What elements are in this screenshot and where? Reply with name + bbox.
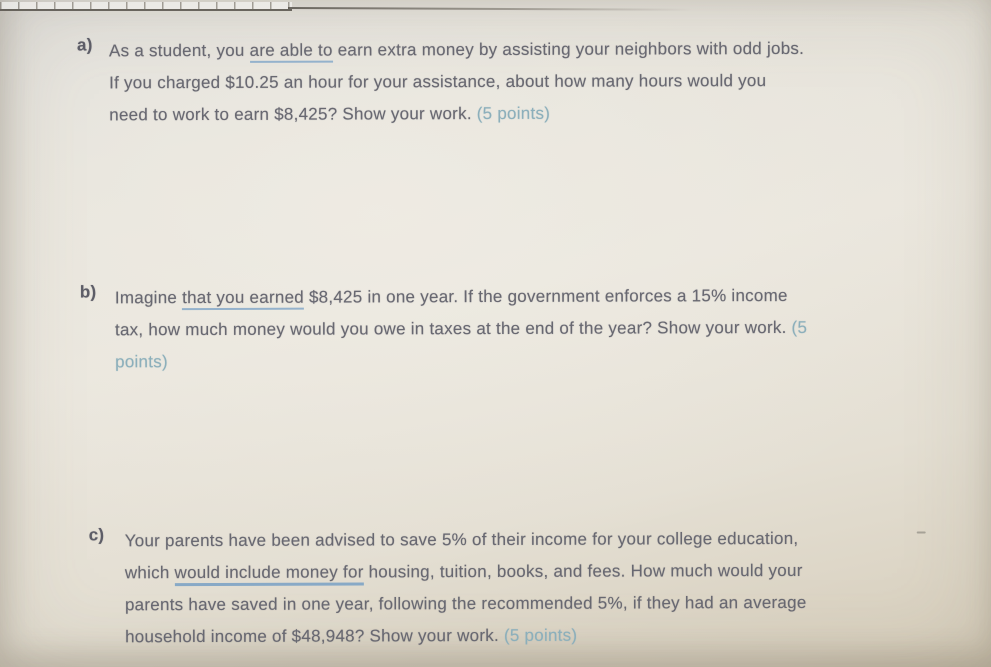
question-c (88, 523, 807, 653)
underlined-phrase: that you earned (182, 288, 304, 310)
question-label: b) (79, 282, 97, 302)
question-lines (125, 523, 807, 653)
question-label: a) (76, 35, 93, 55)
question-label: c) (88, 525, 105, 545)
question-text: $8,425 in one year. If the government enforces a 15% income (303, 285, 788, 307)
question-text: Imagine (114, 288, 183, 308)
question-text: If you charged $10.25 an hour for your assistance, about how many hours would you (109, 71, 767, 93)
question-text: Your parents have been advised to save 5% of their income for your college education, (124, 528, 799, 551)
question-line (115, 344, 807, 378)
question-line (109, 65, 804, 99)
question-text: household income of $48,948? Show your work. (125, 625, 504, 647)
question-line (125, 587, 807, 621)
question-text: need to work to earn $8,425? Show your work. (109, 104, 477, 125)
question-text: housing, tuition, books, and fees. How much would your (363, 560, 803, 582)
points-label: (5 points) (476, 103, 551, 124)
underlined-phrase: would include money for (174, 562, 363, 586)
question-b (79, 280, 808, 378)
question-line (125, 523, 807, 557)
question-text: which (124, 563, 175, 583)
question-line (125, 555, 807, 589)
points-label: (5 points) (503, 625, 578, 645)
question-text: tax, how much money would you owe in taxes at the end of the year? Show your work. (114, 317, 792, 340)
question-a (76, 33, 805, 131)
points-label: points) (115, 352, 168, 372)
question-text: parents have saved in one year, following the recommended 5%, if they had an average (124, 592, 807, 615)
question-line (109, 97, 804, 131)
question-line (115, 312, 807, 346)
underlined-phrase: are able to (250, 41, 333, 63)
question-lines (109, 33, 804, 131)
question-line (109, 33, 804, 67)
question-text: earn extra money by assisting your neighbors with odd jobs. (332, 38, 805, 60)
question-line (125, 619, 807, 653)
question-lines (115, 280, 808, 378)
points-label: (5 (791, 317, 808, 337)
stray-mark-artifact (917, 531, 926, 533)
question-text: As a student, you (108, 40, 250, 61)
question-line (115, 280, 807, 314)
